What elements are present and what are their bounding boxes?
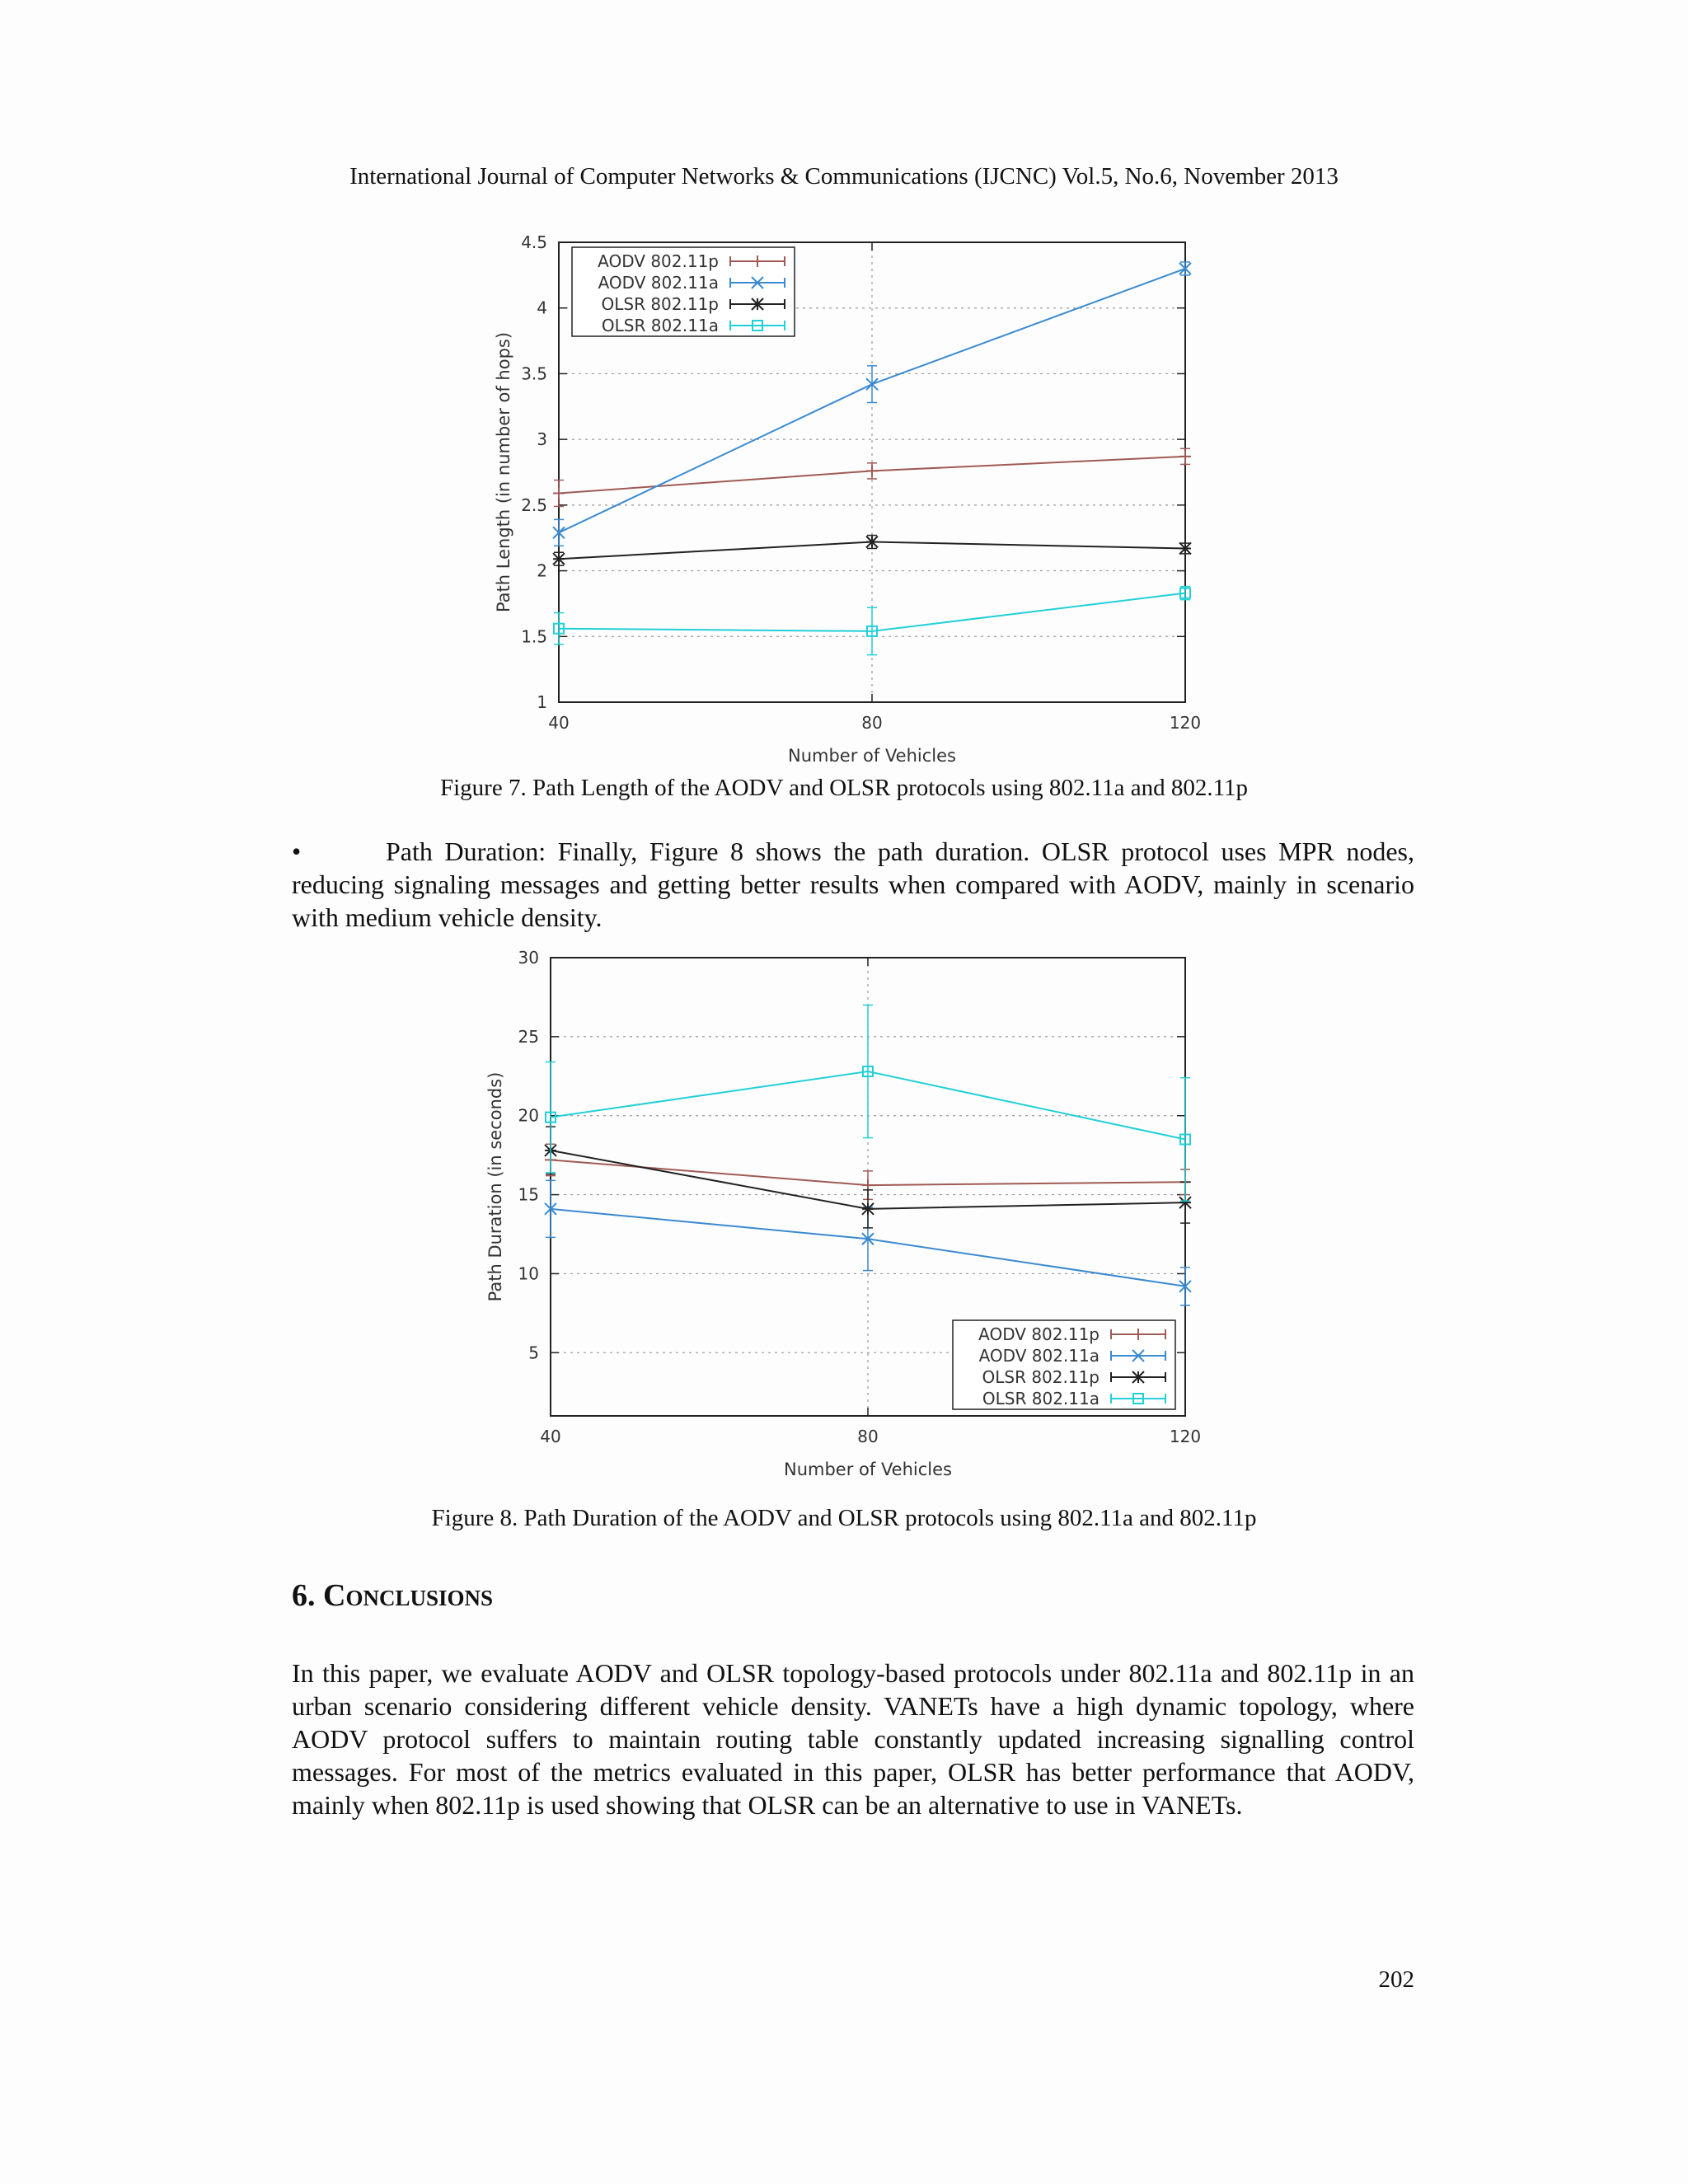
series-aodv-802-11p <box>553 448 1191 506</box>
legend-label: OLSR 802.11a <box>982 1389 1100 1408</box>
legend-label: OLSR 802.11p <box>601 294 719 314</box>
bullet-mark: • <box>292 837 302 866</box>
figure8-chart <box>462 940 1245 1500</box>
data-point <box>862 1203 874 1215</box>
bullet-paragraph-text: Path Duration: Finally, Figure 8 shows the path duration. OLSR protocol uses MPR nodes, reducing signaling messages and getting better results when compared with AODV, mainly in scenario with medium vehicle density. <box>292 837 1414 932</box>
legend-label: AODV 802.11a <box>598 273 719 293</box>
x-tick-label: 40 <box>548 713 570 733</box>
page-number: 202 <box>1378 1966 1414 1993</box>
x-axis-label: Number of Vehicles <box>784 1460 952 1479</box>
x-tick-label: 80 <box>857 1427 879 1446</box>
data-point <box>866 536 878 547</box>
legend-marker <box>1132 1371 1144 1383</box>
data-point <box>553 488 565 499</box>
y-tick-label: 3 <box>537 429 547 450</box>
legend-marker <box>752 298 763 310</box>
y-tick-label: 15 <box>518 1184 539 1205</box>
figure7-chart <box>462 223 1245 783</box>
conclusion-paragraph: In this paper, we evaluate AODV and OLSR topology-based protocols under 802.11a and 802.11p in an urban scenario considering different vehicle density. VANETs have a high dynamic topology, where AODV protocol suffers to maintain routing table constantly updated increasing signalling control messages. For most of the metrics evaluated in this paper, OLSR has better performance that AODV, mainly when 802.11p is used showing that OLSR can be an alternative to use in VANETs. <box>292 1658 1414 1820</box>
y-tick-label: 4.5 <box>521 232 547 252</box>
section-heading <box>292 1577 493 1614</box>
x-tick-label: 120 <box>1169 1427 1202 1446</box>
legend-label: AODV 802.11p <box>598 251 719 271</box>
legend-label: OLSR 802.11p <box>982 1367 1100 1387</box>
y-tick-label: 10 <box>518 1263 539 1284</box>
x-tick-label: 40 <box>540 1427 561 1446</box>
figure7-caption: Figure 7. Path Length of the AODV and OLSR protocols using 802.11a and 802.11p <box>439 775 1248 801</box>
data-point <box>866 465 878 476</box>
legend <box>572 247 795 336</box>
y-tick-label: 30 <box>518 948 539 968</box>
x-axis-label: Number of Vehicles <box>788 746 956 766</box>
figure8-caption: Figure 8. Path Duration of the AODV and OLSR protocols using 802.11a and 802.11p <box>431 1505 1257 1531</box>
bullet-paragraph <box>292 835 1414 934</box>
y-tick-label: 1 <box>537 692 547 712</box>
data-point <box>1179 542 1191 554</box>
legend-label: AODV 802.11a <box>978 1346 1100 1366</box>
y-tick-label: 5 <box>528 1343 539 1363</box>
y-axis-label: Path Length (in number of hops) <box>494 331 513 613</box>
data-point <box>862 1179 874 1191</box>
section-title: Conclusions <box>323 1578 493 1613</box>
y-tick-label: 20 <box>518 1105 539 1126</box>
y-tick-label: 2.5 <box>521 494 547 515</box>
legend-label: OLSR 802.11a <box>601 316 719 335</box>
y-tick-label: 4 <box>537 298 547 318</box>
running-header: International Journal of Computer Networks & Communications (IJCNC) Vol.5, No.6, November 2013 <box>349 163 1339 190</box>
x-tick-label: 120 <box>1169 713 1202 733</box>
section-number: 6. <box>292 1578 323 1613</box>
legend <box>953 1320 1175 1409</box>
y-tick-label: 3.5 <box>521 363 547 384</box>
x-tick-label: 80 <box>861 713 883 733</box>
y-tick-label: 2 <box>537 560 547 581</box>
data-point <box>553 553 565 565</box>
y-axis-label: Path Duration (in seconds) <box>485 1071 505 1302</box>
y-tick-label: 1.5 <box>521 626 547 647</box>
series-olsr-802-11a <box>554 587 1190 655</box>
y-tick-label: 25 <box>518 1026 539 1047</box>
data-point <box>1179 451 1191 462</box>
legend-label: AODV 802.11p <box>978 1324 1100 1344</box>
